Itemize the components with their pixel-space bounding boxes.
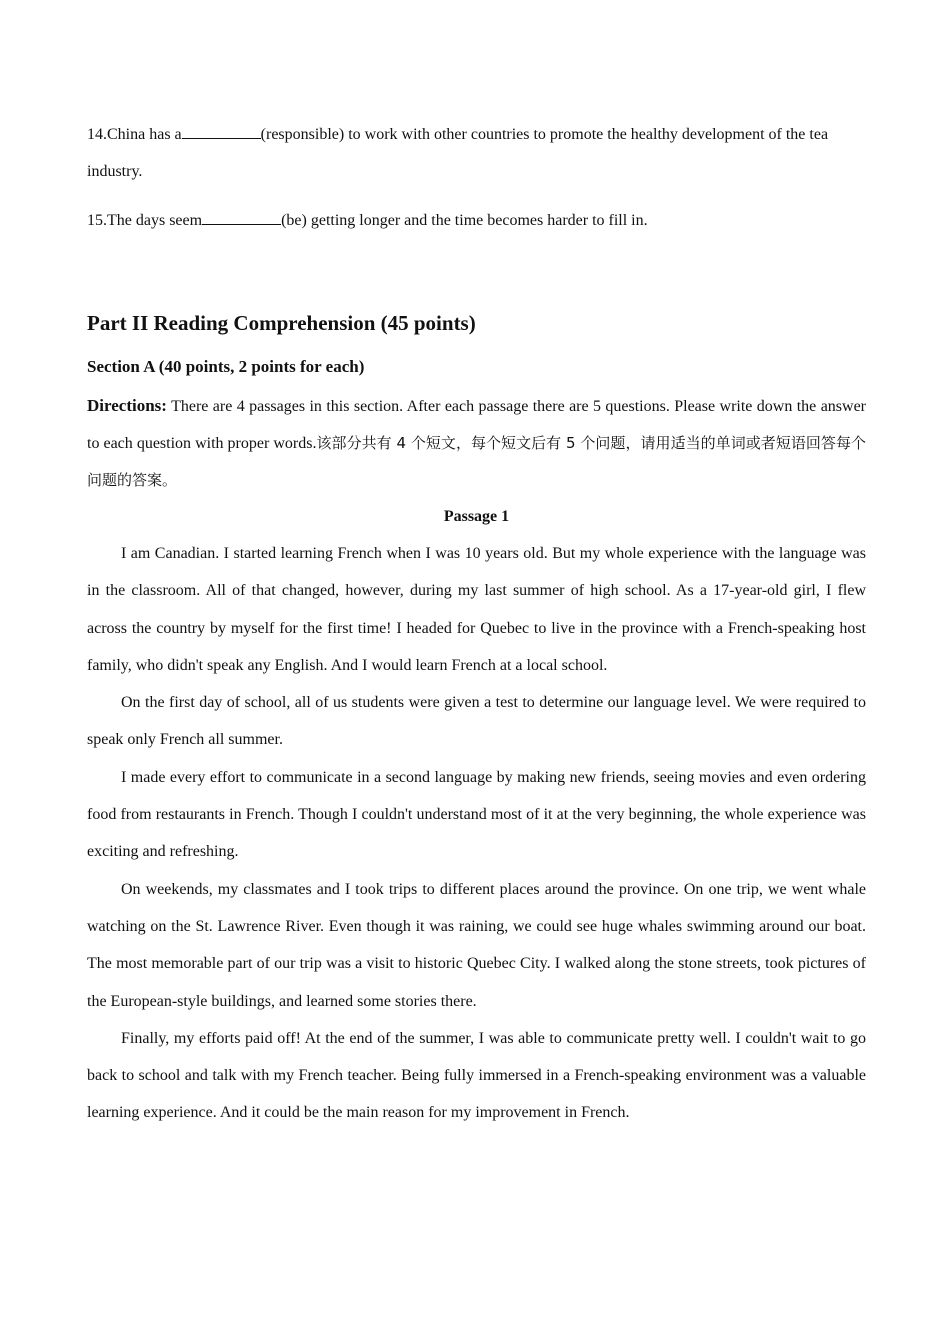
question-14 bbox=[87, 116, 866, 190]
passage-paragraph: Finally, my efforts paid off! At the end of the summer, I was able to communicate pretty well. I couldn't wait to go back to school and talk with my French teacher. Being fully immersed in a French-speaking environment was a valuable learning experience. And it could be the main reason for my improvement in French. bbox=[87, 1029, 866, 1122]
question-15-prefix: 15.The days seem bbox=[87, 212, 203, 229]
passage-paragraph: On weekends, my classmates and I took trips to different places around the province. On one trip, we went whale watching on the St. Lawrence River. Even though it was raining, we could see huge whales swimming around our boat. The most memorable part of our trip was a visit to historic Quebec City. I walked along the stone streets, took pictures of the European-style buildings, and learned some stories there. bbox=[87, 880, 866, 1010]
part-title: Part II Reading Comprehension (45 points) bbox=[87, 311, 476, 335]
directions bbox=[87, 387, 866, 499]
passage-paragraph: On the first day of school, all of us students were given a test to determine our language level. We were required to speak only French all summer. bbox=[87, 694, 866, 749]
question-15 bbox=[87, 202, 866, 239]
section-title: Section A (40 points, 2 points for each) bbox=[87, 357, 365, 376]
directions-text-cn: 该部分共有 4 个短文，每个短文后有 5 个问题，请用适当的单词或者短语回答每个问题的答案。 bbox=[87, 434, 866, 489]
passage-paragraph: I made every effort to communicate in a second language by making new friends, seeing movies and even ordering food from restaurants in French. Though I couldn't understand most of it at the very beginning, the whole experience was exciting and refreshing. bbox=[87, 768, 866, 861]
question-14-prefix: 14.China has a bbox=[87, 126, 182, 143]
passage-paragraph: I am Canadian. I started learning French when I was 10 years old. But my whole experience with the language was in the classroom. All of that changed, however, during my last summer of high school. As a 17-year-old girl, I flew across the country by myself for the first time! I headed for Quebec to live in the province with a French-speaking host family, who didn't speak any English. And I would learn French at a local school. bbox=[87, 545, 866, 674]
passage-body bbox=[87, 535, 866, 1132]
answer-blank-15[interactable] bbox=[202, 210, 281, 225]
directions-text-en: There are 4 passages in this section. After each passage there are 5 questions. Please write down the answer to each question with proper words. bbox=[87, 398, 866, 452]
question-15-text: (be) getting longer and the time becomes harder to fill in. bbox=[281, 212, 648, 229]
passage-title: Passage 1 bbox=[443, 508, 510, 525]
directions-label: Directions: bbox=[87, 396, 167, 415]
question-14-text: (responsible) to work with other countries to promote the healthy development of the tea industry. bbox=[87, 126, 829, 180]
answer-blank-14[interactable] bbox=[182, 124, 261, 139]
